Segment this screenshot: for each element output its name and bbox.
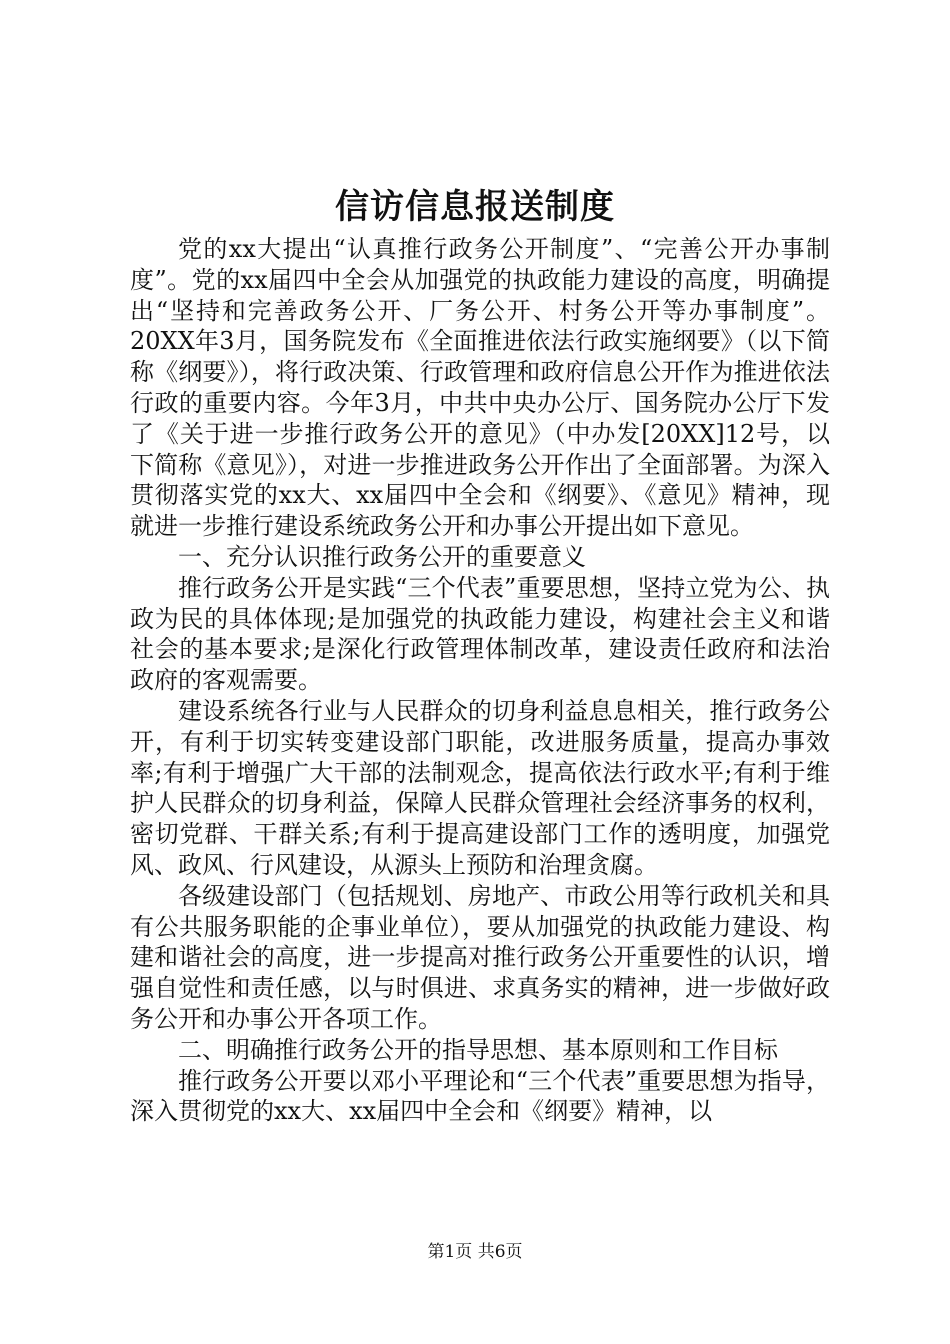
section-heading-2: 二、明确推行政务公开的指导思想、基本原则和工作目标 [178, 1035, 778, 1064]
page-footer: 第1页 共6页 [427, 1242, 523, 1262]
paragraph-intro: 党的xx大提出“认真推行政务公开制度”、“完善公开办事制度”。党的xx届四中全会从加强党的执政能力建设的高度，明确提出“坚持和完善政务公开、厂务公开、村务公开等办事制度”。20XX年3月，国务院发布《全面推进依法行政实施纲要》（以下简称《纲要》），将行政决策、行政管理和政府信息公开作为推进依法行政的重要内容。今年3月，中共中央办公厅、国务院办公厅下发了《关于进一步推行政务公开的意见》（中办发[20XX]12号，以下简称《意见》），对进一步推进政务公开作出了全面部署。为深入贯彻落实党的xx大、xx届四中全会和《纲要》、《意见》精神，现就进一步推行建设系统政务公开和办事公开提出如下意见。 [130, 235, 830, 541]
document-title: 信访信息报送制度 [335, 187, 615, 227]
paragraph-guiding-thought: 推行政务公开要以邓小平理论和“三个代表”重要思想为指导，深入贯彻党的xx大、xx届四中全会和《纲要》精神，以 [130, 1066, 830, 1126]
paragraph-departments: 各级建设部门（包括规划、房地产、市政公用等行政机关和具有公共服务职能的企事业单位），要从加强党的执政能力建设、构建和谐社会的高度，进一步提高对推行政务公开重要性的认识，增强自觉性和责任感，以与时俱进、求真务实的精神，进一步做好政务公开和办事公开各项工作。 [130, 881, 830, 1033]
paragraph-benefits: 建设系统各行业与人民群众的切身利益息息相关，推行政务公开，有利于切实转变建设部门职能，改进服务质量，提高办事效率;有利于增强广大干部的法制观念，提高依法行政水平;有利于维护人民群众的切身利益，保障人民群众管理社会经济事务的权利，密切党群、干群关系;有利于提高建设部门工作的透明度，加强党风、政风、行风建设，从源头上预防和治理贪腐。 [130, 696, 830, 879]
paragraph-significance: 推行政务公开是实践“三个代表”重要思想，坚持立党为公、执政为民的具体体现;是加强党的执政能力建设，构建社会主义和谐社会的基本要求;是深化行政管理体制改革，建设责任政府和法治政府的客观需要。 [130, 573, 830, 695]
section-heading-1: 一、充分认识推行政务公开的重要意义 [178, 542, 586, 571]
document-body [130, 234, 830, 1127]
